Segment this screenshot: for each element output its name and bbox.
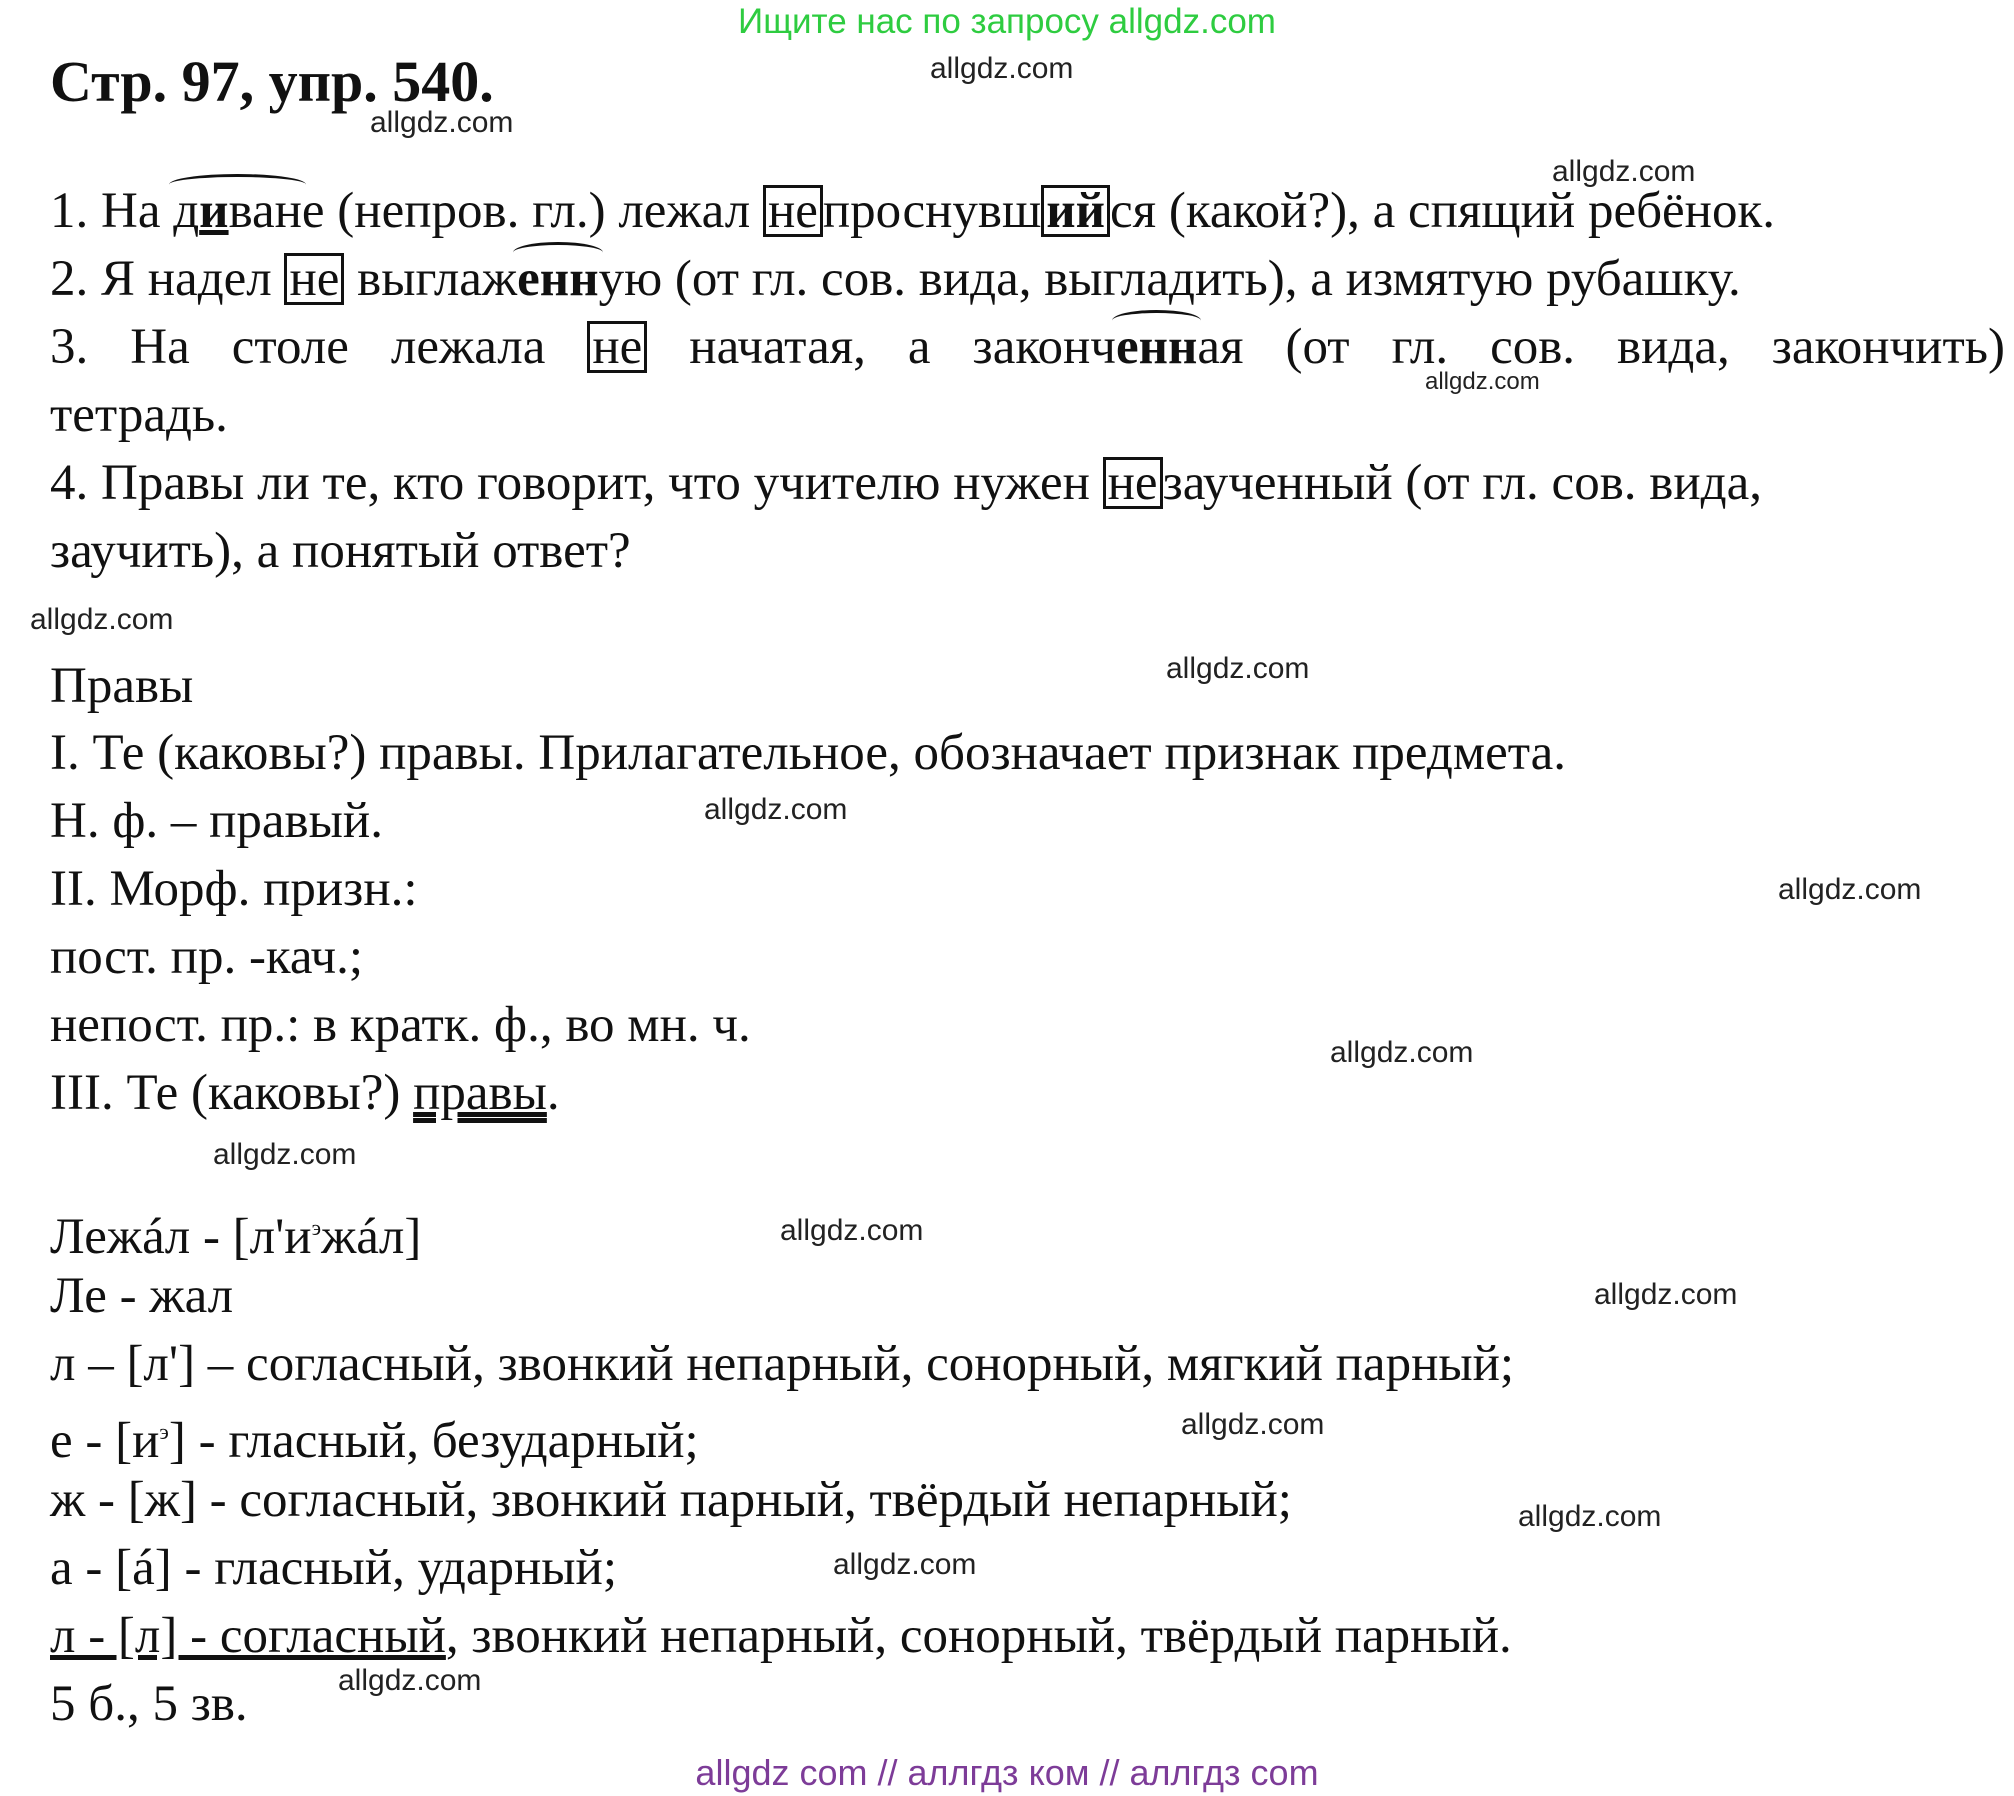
watermark: allgdz.com bbox=[1330, 1036, 1474, 1069]
watermark: allgdz.com bbox=[30, 603, 174, 636]
analysis-line-3: II. Морф. призн.: bbox=[50, 861, 418, 917]
suffix-arc: енн bbox=[517, 248, 598, 310]
analysis-line-4: пост. пр. -кач.; bbox=[50, 929, 364, 985]
analysis-line-5: непост. пр.: в кратк. ф., во мн. ч. bbox=[50, 997, 751, 1053]
phonetic-line-6: а - [á] - гласный, ударный; bbox=[50, 1540, 618, 1596]
sentence-4: 4. Правы ли те, кто говорит, что учителю нужен незаученный (от гл. сов. вида, bbox=[50, 455, 1762, 511]
watermark: allgdz.com bbox=[1778, 873, 1922, 906]
predicate-word: правы bbox=[413, 1065, 547, 1121]
suffix-arc: диван bbox=[173, 180, 302, 242]
phonetic-line-8: 5 б., 5 зв. bbox=[50, 1676, 248, 1732]
suffix-arc: енн bbox=[1116, 316, 1197, 378]
phonetic-line-1: Лежáл - $[л'и^эжáл]$ bbox=[50, 1209, 422, 1265]
phonetic-line-7: л - [л] - согласный, звонкий непарный, сонорный, твёрдый парный. bbox=[50, 1608, 1512, 1664]
watermark: allgdz.com bbox=[1594, 1278, 1738, 1311]
watermark: allgdz.com bbox=[704, 793, 848, 826]
top-banner: Ищите нас по запросу allgdz.com bbox=[738, 2, 1276, 41]
watermark: allgdz.com bbox=[930, 52, 1074, 85]
watermark: allgdz.com bbox=[370, 106, 514, 139]
ne-box: не bbox=[1103, 457, 1163, 509]
watermark: allgdz.com bbox=[213, 1138, 357, 1171]
analysis-line-2: Н. ф. – правый. bbox=[50, 793, 383, 849]
watermark: allgdz.com bbox=[780, 1214, 924, 1247]
phonetic-line-3: л – [л'] – согласный, звонкий непарный, сонорный, мягкий парный; bbox=[50, 1336, 1515, 1392]
analysis-line-1: I. Те (каковы?) правы. Прилагательное, обозначает признак предмета. bbox=[50, 725, 1567, 781]
watermark: allgdz.com bbox=[1518, 1500, 1662, 1533]
watermark: allgdz.com bbox=[1552, 155, 1696, 188]
analysis-word: Правы bbox=[50, 658, 194, 714]
ne-box: не bbox=[284, 253, 344, 305]
watermark: allgdz.com bbox=[1166, 652, 1310, 685]
phonetic-line-5: ж - [ж] - согласный, звонкий парный, твёрдый непарный; bbox=[50, 1472, 1292, 1528]
sentence-2: 2. Я надел не выглаженную (от гл. сов. вида, выгладить), а измятую рубашку. bbox=[50, 248, 1741, 310]
watermark: allgdz.com bbox=[833, 1548, 977, 1581]
sentence-4-cont: заучить), а понятый ответ? bbox=[50, 523, 631, 579]
footer-watermark: allgdz com // аллгдз ком // аллгдз com bbox=[695, 1752, 1319, 1793]
analysis-line-6: III. Те (каковы?) правы. bbox=[50, 1065, 560, 1121]
ne-box: не bbox=[587, 321, 647, 373]
watermark: allgdz.com bbox=[1425, 368, 1540, 395]
ending-box: ий bbox=[1041, 185, 1110, 237]
phonetic-line-2: Ле - жал bbox=[50, 1268, 234, 1324]
sentence-1: 1. На диване (непров. гл.) лежал непроснувшийся (какой?), а спящий ребёнок. bbox=[50, 180, 1775, 242]
page-title: Стр. 97, упр. 540. bbox=[50, 49, 494, 114]
watermark: allgdz.com bbox=[338, 1664, 482, 1697]
ne-box: не bbox=[763, 185, 823, 237]
sentence-3: 3. На столе лежала не начатая, а законченная (от гл. сов. вида, закончить) bbox=[50, 316, 2005, 378]
sentence-3-cont: тетрадь. bbox=[50, 387, 228, 443]
watermark: allgdz.com bbox=[1181, 1408, 1325, 1441]
phonetic-line-4: е - $[и^э]$ - гласный, безударный; bbox=[50, 1413, 699, 1469]
